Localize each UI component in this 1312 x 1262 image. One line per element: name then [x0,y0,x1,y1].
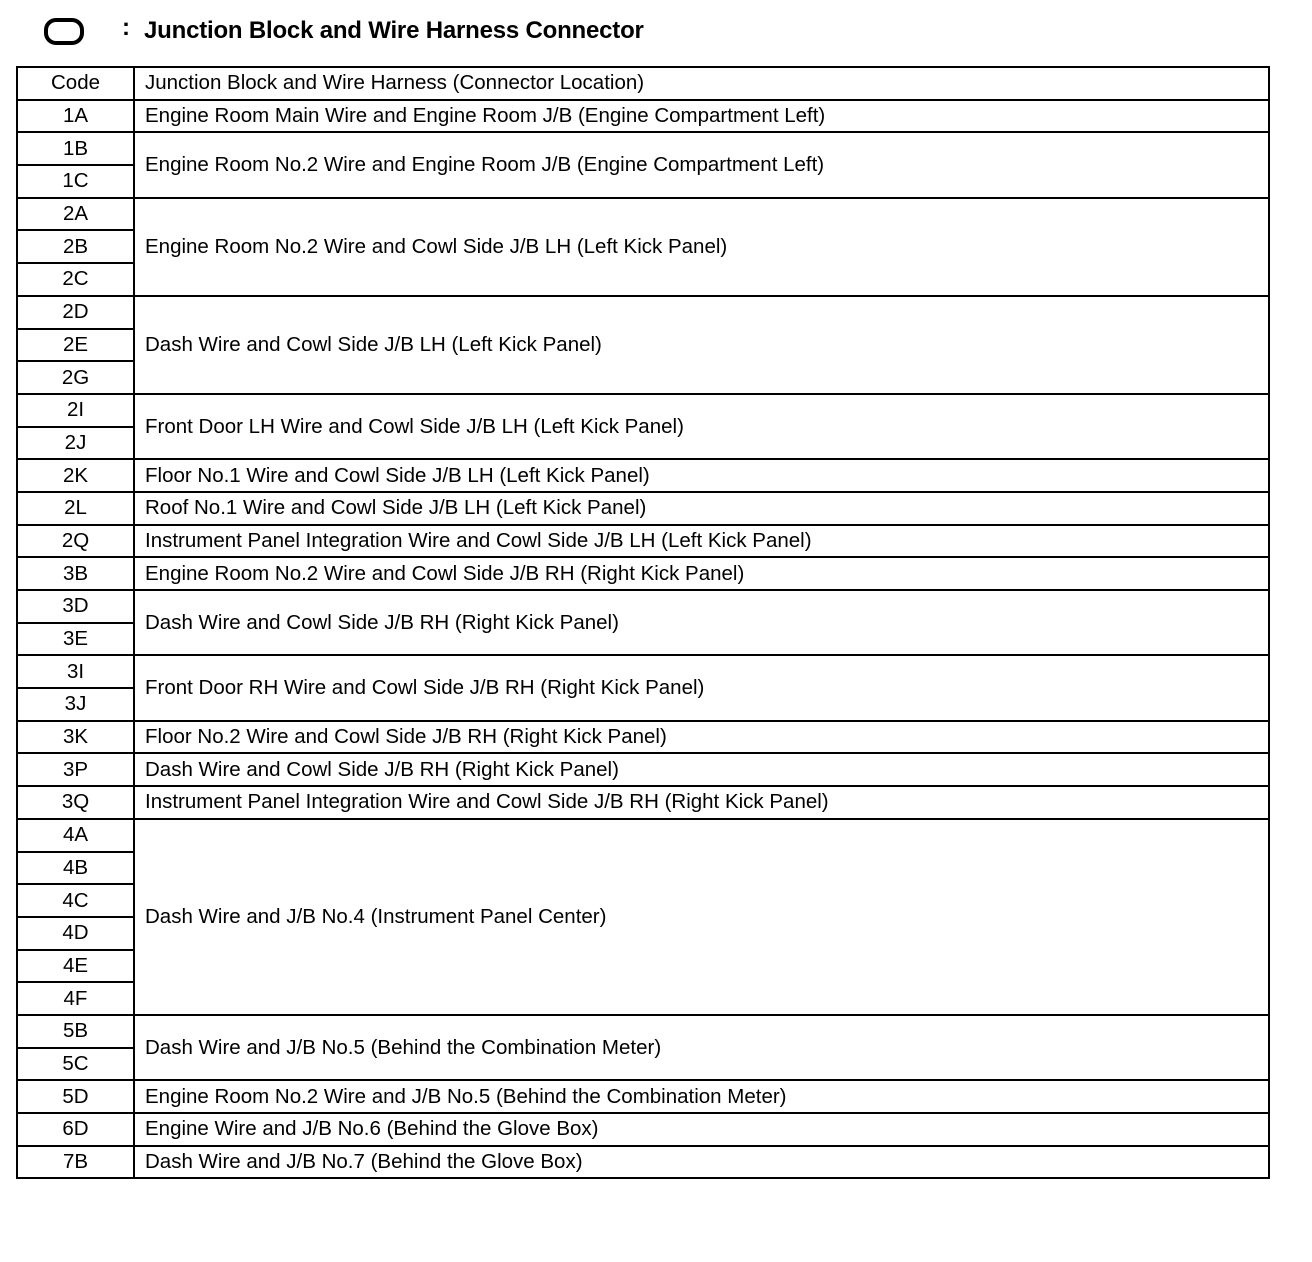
connector-code: 6D [17,1113,134,1146]
connector-location: Front Door LH Wire and Cowl Side J/B LH (Left Kick Panel) [134,394,1269,459]
table-body [17,100,1269,1179]
connector-location: Engine Room No.2 Wire and J/B No.5 (Behind the Combination Meter) [134,1080,1269,1113]
table-row [17,198,1269,231]
table-row [17,721,1269,754]
code-column-header: Code [17,67,134,100]
connector-code: 7B [17,1146,134,1179]
description-column-header: Junction Block and Wire Harness (Connector Location) [134,67,1269,100]
connector-location: Instrument Panel Integration Wire and Cowl Side J/B RH (Right Kick Panel) [134,786,1269,819]
connector-code: 2G [17,361,134,394]
connector-code: 2I [17,394,134,427]
connector-location: Roof No.1 Wire and Cowl Side J/B LH (Left Kick Panel) [134,492,1269,525]
table-row [17,132,1269,165]
connector-location: Front Door RH Wire and Cowl Side J/B RH (Right Kick Panel) [134,655,1269,720]
table-header-row [17,67,1269,100]
connector-code: 2C [17,263,134,296]
table-row [17,459,1269,492]
connector-code: 5D [17,1080,134,1113]
connector-code: 4B [17,852,134,885]
table-row [17,655,1269,688]
connector-code: 2E [17,329,134,362]
table-row [17,296,1269,329]
connector-code: 4E [17,950,134,983]
connector-code: 4D [17,917,134,950]
table-row [17,492,1269,525]
connector-location: Engine Room Main Wire and Engine Room J/B (Engine Compartment Left) [134,100,1269,133]
connector-location: Engine Room No.2 Wire and Cowl Side J/B LH (Left Kick Panel) [134,198,1269,296]
connector-location: Engine Wire and J/B No.6 (Behind the Glove Box) [134,1113,1269,1146]
connector-location: Dash Wire and J/B No.4 (Instrument Panel Center) [134,819,1269,1015]
rounded-rectangle-icon [44,18,84,45]
table-row [17,525,1269,558]
table-row [17,1113,1269,1146]
connector-code: 3B [17,557,134,590]
connector-code: 3J [17,688,134,721]
table-row [17,1080,1269,1113]
table-row [17,557,1269,590]
table-row [17,100,1269,133]
table-row [17,1015,1269,1048]
connector-code: 1C [17,165,134,198]
table-row [17,394,1269,427]
connector-code: 1B [17,132,134,165]
connector-code: 2J [17,427,134,460]
connector-code: 3I [17,655,134,688]
page-title: Junction Block and Wire Harness Connector [144,17,644,44]
connector-code: 2B [17,230,134,263]
connector-location: Floor No.1 Wire and Cowl Side J/B LH (Left Kick Panel) [134,459,1269,492]
table-row [17,590,1269,623]
title-colon: : [122,14,130,41]
table-row [17,786,1269,819]
connector-location: Floor No.2 Wire and Cowl Side J/B RH (Right Kick Panel) [134,721,1269,754]
connector-location: Engine Room No.2 Wire and Engine Room J/B (Engine Compartment Left) [134,132,1269,197]
connector-location: Dash Wire and J/B No.5 (Behind the Combination Meter) [134,1015,1269,1080]
connector-code: 1A [17,100,134,133]
connector-code: 5C [17,1048,134,1081]
connector-code: 3E [17,623,134,656]
table-row [17,753,1269,786]
connector-location: Dash Wire and Cowl Side J/B RH (Right Kick Panel) [134,753,1269,786]
connector-location: Dash Wire and Cowl Side J/B LH (Left Kick Panel) [134,296,1269,394]
connector-code: 2L [17,492,134,525]
page-title-row [44,14,644,48]
connector-location: Engine Room No.2 Wire and Cowl Side J/B RH (Right Kick Panel) [134,557,1269,590]
connector-code: 2Q [17,525,134,558]
connector-code: 3Q [17,786,134,819]
connector-code: 2A [17,198,134,231]
junction-block-table [16,66,1270,1179]
connector-code: 4F [17,982,134,1015]
connector-code: 4A [17,819,134,852]
connector-location: Dash Wire and Cowl Side J/B RH (Right Kick Panel) [134,590,1269,655]
table-row [17,819,1269,852]
connector-code: 2D [17,296,134,329]
connector-code: 3P [17,753,134,786]
connector-location: Instrument Panel Integration Wire and Cowl Side J/B LH (Left Kick Panel) [134,525,1269,558]
connector-code: 3D [17,590,134,623]
table-row [17,1146,1269,1179]
connector-code: 4C [17,884,134,917]
connector-code: 2K [17,459,134,492]
connector-code: 5B [17,1015,134,1048]
connector-code: 3K [17,721,134,754]
connector-location: Dash Wire and J/B No.7 (Behind the Glove Box) [134,1146,1269,1179]
